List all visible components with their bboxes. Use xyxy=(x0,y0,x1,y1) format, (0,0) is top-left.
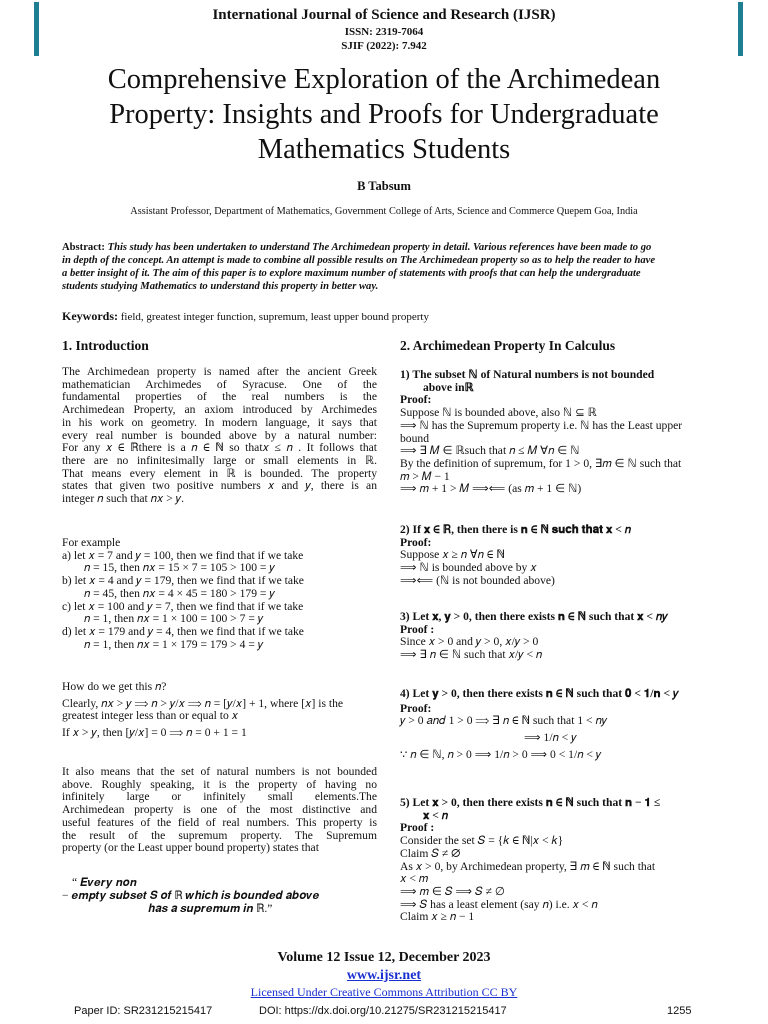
statement-4: 4) Let 𝐲 > 0, then there exists 𝐧 ∈ ℕ such that 𝟎 < 𝟏/𝐧 < 𝑦 Proof: 𝑦 > 0 𝑎𝑛𝑑 1 > 0 ⟹ ∃ 𝑛 ∈ ℕ such that 1 < 𝑛𝑦 ⟹ 1/𝑛 < 𝑦 ∵ 𝑛 ∈ ℕ, 𝑛 > 0 ⟹ 1/𝑛 > 0 ⟹ 0 < 1/𝑛 < 𝑦 xyxy=(400,687,679,761)
keywords: Keywords: field, greatest integer function, supremum, least upper bound property xyxy=(62,309,429,323)
page-number: 1255 xyxy=(667,1005,692,1017)
statement-3: 3) Let 𝐱, 𝐲 > 0, then there exists 𝐧 ∈ ℕ such that 𝐱 < 𝑛𝑦 Proof : Since 𝑥 > 0 and 𝑦 > 0, 𝑥/𝑦 > 0 ⟹ ∃ 𝑛 ∈ ℕ such that 𝑥/𝑦 < 𝑛 xyxy=(400,610,668,662)
statement-2: 2) If 𝐱 ∈ ℝ, then there is 𝐧 ∈ ℕ 𝐬𝐮𝐜𝐡 𝐭𝐡𝐚𝐭 𝐱 < 𝑛 Proof: Suppose 𝑥 ≥ 𝑛 ∀𝑛 ∈ ℕ ⟹ ℕ is bounded above by 𝑥 ⟹⟸ (ℕ is not bounded above) xyxy=(400,523,631,587)
affiliation: Assistant Professor, Department of Mathematics, Government College of Arts, Science and Commerce Quepem Goa, India xyxy=(130,206,638,217)
section-2-heading: 2. Archimedean Property In Calculus xyxy=(400,338,616,353)
intro-paragraph: The Archimedean property is named after the ancient Greek mathematician Archimedes of Syracuse. One of the fundamental properties of the real numbers is the Archimedean Property, an axiom introduced by Archimedes in his work on geometry. In modern language, it says that every real number is bounded above by a natural number: For any 𝑥 ∈ ℝthere is a 𝑛 ∈ ℕ so that𝑥 ≤ 𝑛 . It follows that there are no infinitesimally large or small elements in ℝ. That means every element in ℝ is bounded. The property states that given two positive numbers 𝑥 and 𝑦, there is an integer 𝑛 such that 𝑛𝑥 > 𝑦. xyxy=(62,365,377,506)
example-a: a) let 𝑥 = 7 and 𝑦 = 100, then we find that if we take 𝑛 = 15, then 𝑛𝑥 = 15 × 7 = 105 > 100 = 𝑦 xyxy=(62,548,304,575)
statement-1: 1) The subset ℕ of Natural numbers is not bounded above inℝ Proof: Suppose ℕ is bounded above, also ℕ ⊆ ℝ ⟹ ℕ has the Supremum property i.e. ℕ has the Least upper bound ⟹ ∃ 𝑀 ∈ ℝsuch that 𝑛 ≤ 𝑀 ∀𝑛 ∈ ℕ By the definition of supremum, for 1 > 0, ∃𝑚 ∈ ℕ such that 𝑚 > 𝑀 − 1 ⟹ 𝑚 + 1 > 𝑀 ⟹⟸ (as 𝑚 + 1 ∈ ℕ) xyxy=(400,368,683,496)
author: B Tabsum xyxy=(357,179,411,193)
paper-id: Paper ID: SR231215215417 xyxy=(74,1005,213,1017)
paper-title: Comprehensive Exploration of the Archimedean Property: Insights and Proofs for Undergraduate Mathematics Students xyxy=(107,64,661,165)
journal-name: International Journal of Science and Research (IJSR) xyxy=(212,7,556,23)
license-link[interactable]: Licensed Under Creative Commons Attribution CC BY xyxy=(250,985,518,999)
supremum-paragraph: It also means that the set of natural numbers is not bounded above. Roughly speaking, it is the property of having no infinitely large or infinitely small elements.The Archimedean property is one of the most distinctive and useful features of the field of real numbers. This property is the result of the supremum property. The Supremum property (or the Least upper bound property) states that xyxy=(62,765,377,855)
derivation: How do we get this 𝑛? Clearly, 𝑛𝑥 > 𝑦 ⟹ 𝑛 > 𝑦/𝑥 ⟹ 𝑛 = [𝑦/𝑥] + 1, where [𝑥] is the greatest integer less than or equal to 𝑥 If 𝑥 > 𝑦, then [𝑦/𝑥] = 0 ⟹ 𝑛 = 0 + 1 = 1 xyxy=(62,680,344,740)
volume-issue: Volume 12 Issue 12, December 2023 xyxy=(277,950,491,965)
example-list: For example a) let 𝑥 = 7 and 𝑦 = 100, then we find that if we take 𝑛 = 15, then 𝑛𝑥 = 15 × 7 = 105 > 100 = 𝑦 b) let 𝑥 = 4 and 𝑦 = 179, then we find that if we take 𝑛 = 45, then 𝑛𝑥 = 4 × 45 = 180 > 179 = 𝑦 c) let 𝑥 = 100 and 𝑦 = 7, then we find that if we take 𝑛 = 1, then 𝑛𝑥 = 1 × 100 = 100 > 7 = 𝑦 d) let 𝑥 = 179 and 𝑦 = 4, then we find that if we take 𝑛 = 1, then 𝑛𝑥 = 1 × 179 = 179 > 4 = 𝑦 xyxy=(62,537,377,651)
section-1-heading: 1. Introduction xyxy=(62,338,149,353)
issn: ISSN: 2319-7064 xyxy=(344,26,424,38)
journal-url-link[interactable]: www.ijsr.net xyxy=(346,968,422,983)
supremum-quote: “ 𝑬𝒗𝒆𝒓𝒚 𝒏𝒐𝒏 − 𝒆𝒎𝒑𝒕𝒚 𝒔𝒖𝒃𝒔𝒆𝒕 𝑺 𝒐𝒇 ℝ 𝒘𝒉𝒊𝒄𝒉 𝒊𝒔 𝒃𝒐𝒖𝒏𝒅𝒆𝒅 𝒂𝒃𝒐𝒗𝒆 𝒉𝒂𝒔 𝒂 𝒔𝒖𝒑𝒓𝒆𝒎𝒖𝒎 𝒊𝒏 ℝ.” xyxy=(62,877,320,915)
example-c: c) let 𝑥 = 100 and 𝑦 = 7, then we find that if we take 𝑛 = 1, then 𝑛𝑥 = 1 × 100 = 100 > 7 = 𝑦 xyxy=(62,599,304,626)
example-d: d) let 𝑥 = 179 and 𝑦 = 4, then we find that if we take 𝑛 = 1, then 𝑛𝑥 = 1 × 179 = 179 > 4 = 𝑦 xyxy=(62,624,304,651)
statement-5: 5) Let 𝐱 > 0, then there exists 𝐧 ∈ ℕ such that 𝐧 − 𝟏 ≤ 𝐱 < 𝑛 Proof : Consider the set 𝑆 = {𝑘 ∈ ℕ|𝑥 < 𝑘} Claim 𝑆 ≠ ∅ As 𝑥 > 0, by Archimedean property, ∃ 𝑚 ∈ ℕ such that 𝑥 < 𝑚 ⟹ 𝑚 ∈ 𝑆 ⟹ 𝑆 ≠ ∅ ⟹ 𝑆 has a least element (say 𝑛) i.e. 𝑥 < 𝑛 Claim 𝑥 ≥ 𝑛 − 1 xyxy=(400,796,661,924)
example-b: b) let 𝑥 = 4 and 𝑦 = 179, then we find that if we take 𝑛 = 45, then 𝑛𝑥 = 4 × 45 = 180 > 179 = 𝑦 xyxy=(62,574,304,600)
doi: DOI: https://dx.doi.org/10.21275/SR231215215417 xyxy=(259,1005,507,1017)
sjif: SJIF (2022): 7.942 xyxy=(341,40,427,52)
